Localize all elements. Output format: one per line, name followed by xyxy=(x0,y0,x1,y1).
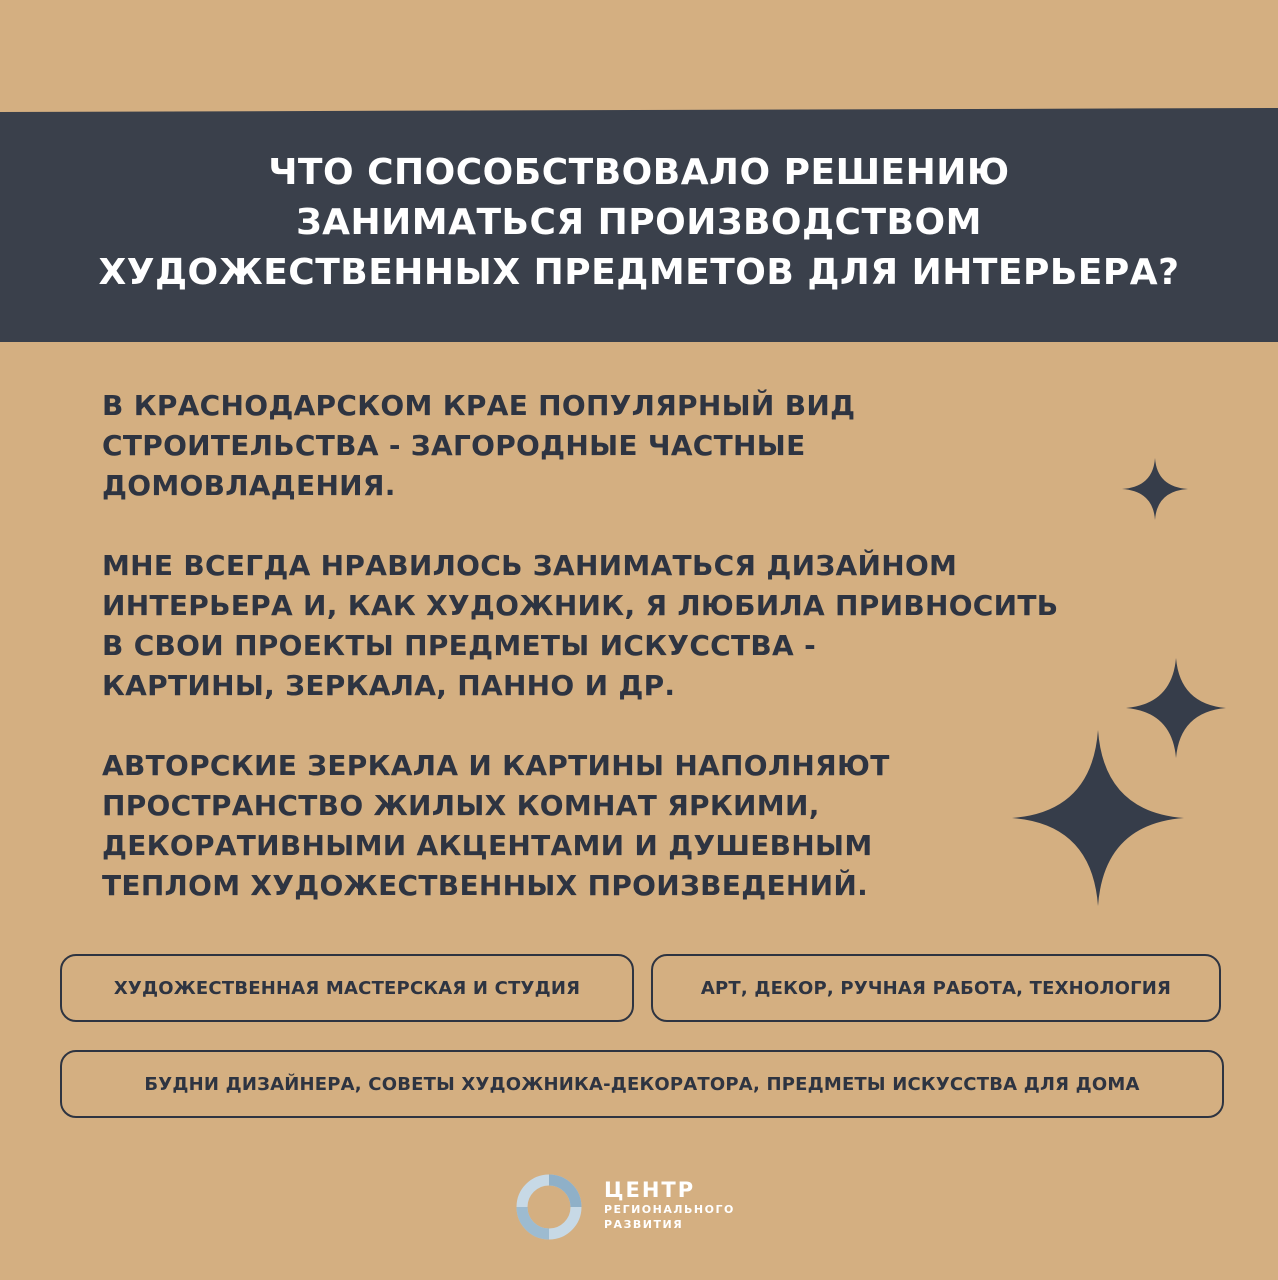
text-line: ИНТЕРЬЕРА И, КАК ХУДОЖНИК, Я ЛЮБИЛА ПРИВНОСИТЬ xyxy=(102,589,1059,622)
paragraph-2 xyxy=(102,546,1102,706)
tag-designer-days[interactable] xyxy=(60,1050,1224,1118)
title-line: ЗАНИМАТЬСЯ ПРОИЗВОДСТВОМ xyxy=(296,202,982,243)
text-line: ТЕПЛОМ ХУДОЖЕСТВЕННЫХ ПРОИЗВЕДЕНИЙ. xyxy=(102,869,869,902)
paragraph-1 xyxy=(102,386,1102,506)
logo-main-text: ЦЕНТР xyxy=(604,1178,696,1202)
paragraph-3 xyxy=(102,746,1102,906)
sparkle-star-icon xyxy=(1012,730,1184,906)
logo-sub-text: РЕГИОНАЛЬНОГО xyxy=(604,1203,735,1216)
text-line: КАРТИНЫ, ЗЕРКАЛА, ПАННО И ДР. xyxy=(102,669,676,702)
text-line: ПРОСТРАНСТВО ЖИЛЫХ КОМНАТ ЯРКИМИ, xyxy=(102,789,820,822)
title-line: ХУДОЖЕСТВЕННЫХ ПРЕДМЕТОВ ДЛЯ ИНТЕРЬЕРА? xyxy=(98,252,1180,293)
tag-label: АРТ, ДЕКОР, РУЧНАЯ РАБОТА, ТЕХНОЛОГИЯ xyxy=(700,977,1172,999)
text-line: В КРАСНОДАРСКОМ КРАЕ ПОПУЛЯРНЫЙ ВИД xyxy=(102,389,856,422)
text-line: СТРОИТЕЛЬСТВА - ЗАГОРОДНЫЕ ЧАСТНЫЕ xyxy=(102,429,806,462)
logo-sub-text: РАЗВИТИЯ xyxy=(604,1218,684,1231)
logo-ring-icon xyxy=(514,1172,584,1242)
title-line: ЧТО СПОСОБСТВОВАЛО РЕШЕНИЮ xyxy=(268,152,1010,193)
logo-text xyxy=(604,1178,735,1232)
body-text xyxy=(102,386,1102,946)
page-title xyxy=(40,148,1238,298)
tag-label: ХУДОЖЕСТВЕННАЯ МАСТЕРСКАЯ И СТУДИЯ xyxy=(113,977,581,999)
text-line: В СВОИ ПРОЕКТЫ ПРЕДМЕТЫ ИСКУССТВА - xyxy=(102,629,816,662)
tag-art-decor[interactable] xyxy=(651,954,1221,1022)
sparkle-star-icon xyxy=(1122,458,1188,520)
logo xyxy=(514,1172,784,1242)
text-line: АВТОРСКИЕ ЗЕРКАЛА И КАРТИНЫ НАПОЛНЯЮТ xyxy=(102,749,890,782)
tag-label: БУДНИ ДИЗАЙНЕРА, СОВЕТЫ ХУДОЖНИКА-ДЕКОРАТОРА, ПРЕДМЕТЫ ИСКУССТВА ДЛЯ ДОМА xyxy=(144,1073,1140,1095)
text-line: ДЕКОРАТИВНЫМИ АКЦЕНТАМИ И ДУШЕВНЫМ xyxy=(102,829,873,862)
tag-art-studio[interactable] xyxy=(60,954,634,1022)
text-line: ДОМОВЛАДЕНИЯ. xyxy=(102,469,396,502)
text-line: МНЕ ВСЕГДА НРАВИЛОСЬ ЗАНИМАТЬСЯ ДИЗАЙНОМ xyxy=(102,549,958,582)
